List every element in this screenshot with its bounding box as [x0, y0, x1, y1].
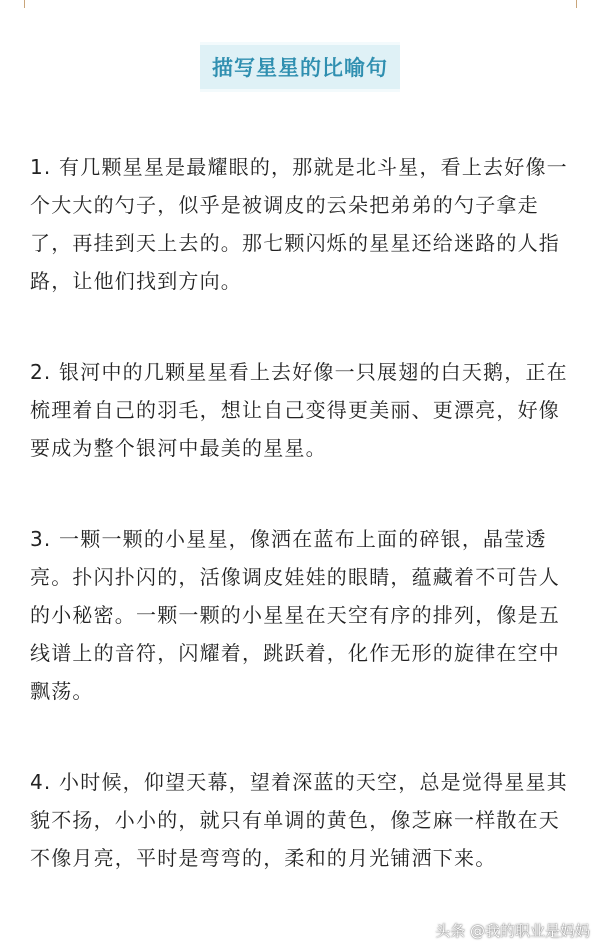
paragraph-line: 的小秘密。一颗一颗的小星星在天空有序的排列，像是五: [30, 603, 560, 627]
paragraph-line: 个大大的勺子，似乎是被调皮的云朵把弟弟的勺子拿走: [30, 193, 539, 217]
paragraph-3: [30, 520, 574, 710]
top-right-ornament: [576, 0, 577, 8]
page-title: 描写星星的比喻句: [212, 56, 388, 80]
paragraph-4: [30, 763, 574, 877]
source-watermark: 头条 @我的职业是妈妈: [435, 922, 590, 940]
top-left-ornament: [24, 0, 25, 8]
paragraph-line: 1. 有几颗星星是最耀眼的，那就是北斗星，看上去好像一: [30, 155, 568, 179]
paragraph-line: 线谱上的音符，闪耀着，跳跃着，化作无形的旋律在空中: [30, 641, 560, 665]
paragraph-line: 路，让他们找到方向。: [30, 269, 242, 293]
paragraph-line: 不像月亮，平时是弯弯的，柔和的月光铺洒下来。: [30, 846, 497, 870]
paragraph-line: 貌不扬，小小的，就只有单调的黄色，像芝麻一样散在天: [30, 808, 560, 832]
paragraph-line: 了，再挂到天上去的。那七颗闪烁的星星还给迷路的人指: [30, 231, 560, 255]
paragraph-1: [30, 148, 574, 300]
paragraph-line: 梳理着自己的羽毛，想让自己变得更美丽、更漂亮，好像: [30, 398, 560, 422]
paragraph-line: 2. 银河中的几颗星星看上去好像一只展翅的白天鹅，正在: [30, 360, 568, 384]
title-banner: [200, 42, 400, 92]
paragraph-line: 亮。扑闪扑闪的，活像调皮娃娃的眼睛，蕴藏着不可告人: [30, 565, 560, 589]
paragraph-line: 飘荡。: [30, 679, 94, 703]
paragraph-2: [30, 353, 574, 467]
paragraph-line: 4. 小时候，仰望天幕，望着深蓝的天空，总是觉得星星其: [30, 770, 568, 794]
paragraph-line: 要成为整个银河中最美的星星。: [30, 436, 327, 460]
article-body: [30, 148, 574, 930]
paragraph-line: 3. 一颗一颗的小星星，像洒在蓝布上面的碎银，晶莹透: [30, 527, 547, 551]
